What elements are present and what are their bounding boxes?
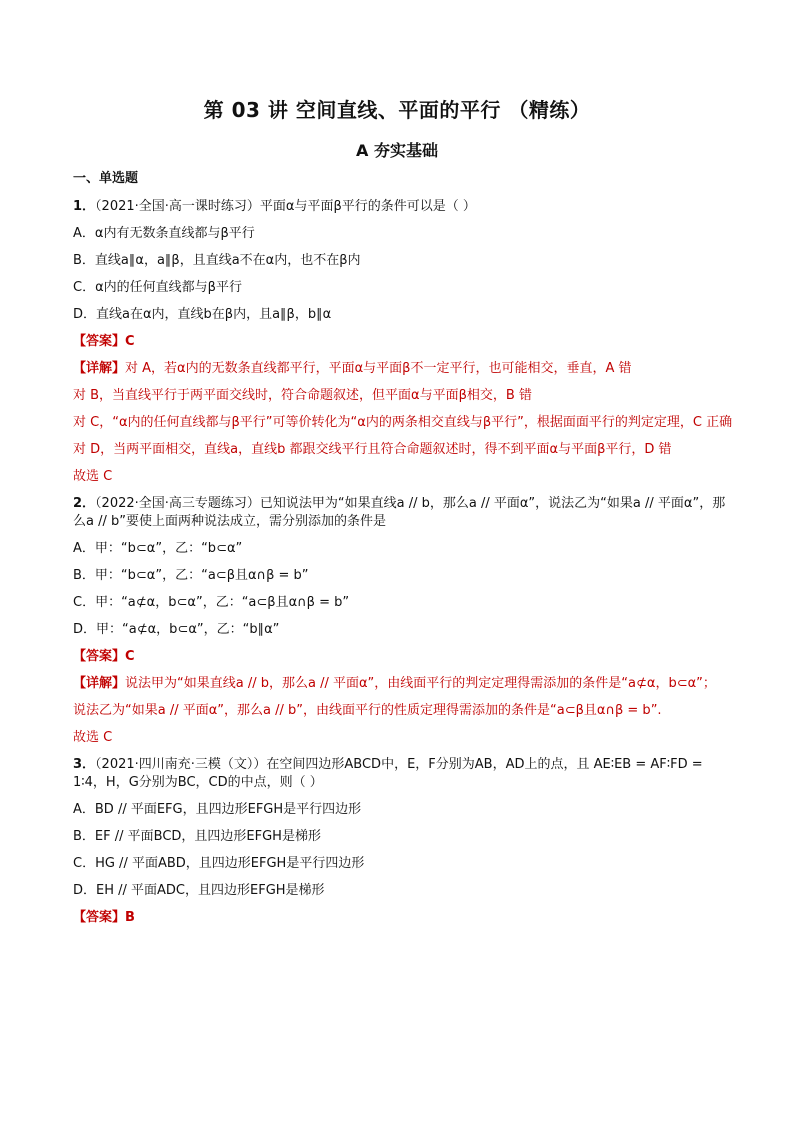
question-1-option-b: B．直线a∥α，a∥β，且直线a不在α内，也不在β内 [73,253,361,268]
question-text: （2021·全国·高一课时练习）平面α与平面β平行的条件可以是（ ） [95,199,476,214]
question-number: 1． [73,199,96,214]
question-1-detail-3: 对 C，“α内的任何直线都与β平行”可等价转化为“α内的两条相交直线与β平行”，根据面面平行的判定定理，C 正确 [73,415,733,430]
question-1-stem [73,198,733,216]
question-2-option-b: B．甲：“b⊂α”，乙：“a⊂β且α∩β = b” [73,568,309,583]
question-text: （2021·四川南充·三模（文））在空间四边形ABCD中，E，F分别为AB，AD上的点，且 AE∶EB = AF∶FD = 1∶4，H，G分别为BC，CD的中点，则（ ） [73,757,703,790]
detail-text: 对 A，若α内的无数条直线都平行，平面α与平面β不一定平行，也可能相交，垂直，A 错 [125,361,632,376]
question-3-option-b: B．EF // 平面BCD，且四边形EFGH是梯形 [73,829,321,844]
question-1-conclusion: 故选 C [73,469,113,484]
question-1-answer [73,333,733,351]
question-2-option-c: C．甲：“a⊄α，b⊂α”，乙：“a⊂β且α∩β = b” [73,595,350,610]
question-number: 2． [73,496,96,511]
question-number: 3． [73,757,96,772]
question-1-detail-2: 对 B，当直线平行于两平面交线时，符合命题叙述，但平面α与平面β相交，B 错 [73,388,532,403]
question-2-detail-2: 说法乙为“如果a // 平面α”，那么a // b”，由线面平行的性质定理得需添加的条件是“a⊂β且α∩β = b”. [73,703,662,718]
answer-value: C [125,649,135,664]
answer-tag: 【答案】 [73,334,126,349]
question-2-option-a: A．甲：“b⊂α”，乙：“b⊂α” [73,541,243,556]
question-text: （2022·全国·高三专题练习）已知说法甲为“如果直线a // b，那么a // 平面α”，说法乙为“如果a // 平面α”，那么a // b”要使上面两种说法成立，需分别添加的条件是 [73,496,726,529]
question-3-answer [73,909,733,927]
question-3-stem [73,756,733,792]
question-3-option-d: D．EH // 平面ADC，且四边形EFGH是梯形 [73,883,325,898]
answer-value: C [125,334,135,349]
question-2-answer [73,648,733,666]
detail-tag: 【详解】 [73,676,126,691]
question-2-conclusion: 故选 C [73,730,113,745]
question-2-detail-1 [73,675,733,693]
detail-tag: 【详解】 [73,361,126,376]
section-heading: 一、单选题 [73,171,139,186]
answer-tag: 【答案】 [73,910,126,925]
detail-text: 说法甲为“如果直线a // b，那么a // 平面α”，由线面平行的判定定理得需添加的条件是“a⊄α，b⊂α”； [125,676,716,691]
question-1-option-c: C．α内的任何直线都与β平行 [73,280,242,295]
question-3-option-a: A．BD // 平面EFG，且四边形EFGH是平行四边形 [73,802,362,817]
page-title: 第 03 讲 空间直线、平面的平行 （精练） [203,98,591,122]
question-1-option-d: D．直线a在α内，直线b在β内，且a∥β，b∥α [73,307,332,322]
question-1-option-a: A．α内有无数条直线都与β平行 [73,226,255,241]
answer-tag: 【答案】 [73,649,126,664]
question-1-detail-1 [73,360,733,378]
section-subtitle: A 夯实基础 [356,141,438,160]
question-3-option-c: C．HG // 平面ABD，且四边形EFGH是平行四边形 [73,856,365,871]
question-2-stem [73,495,733,531]
question-2-option-d: D．甲：“a⊄α，b⊂α”，乙：“b∥α” [73,622,280,637]
answer-value: B [125,910,135,925]
question-1-detail-4: 对 D，当两平面相交，直线a，直线b 都跟交线平行且符合命题叙述时，得不到平面α与平面β平行，D 错 [73,442,672,457]
document-body [73,170,733,936]
